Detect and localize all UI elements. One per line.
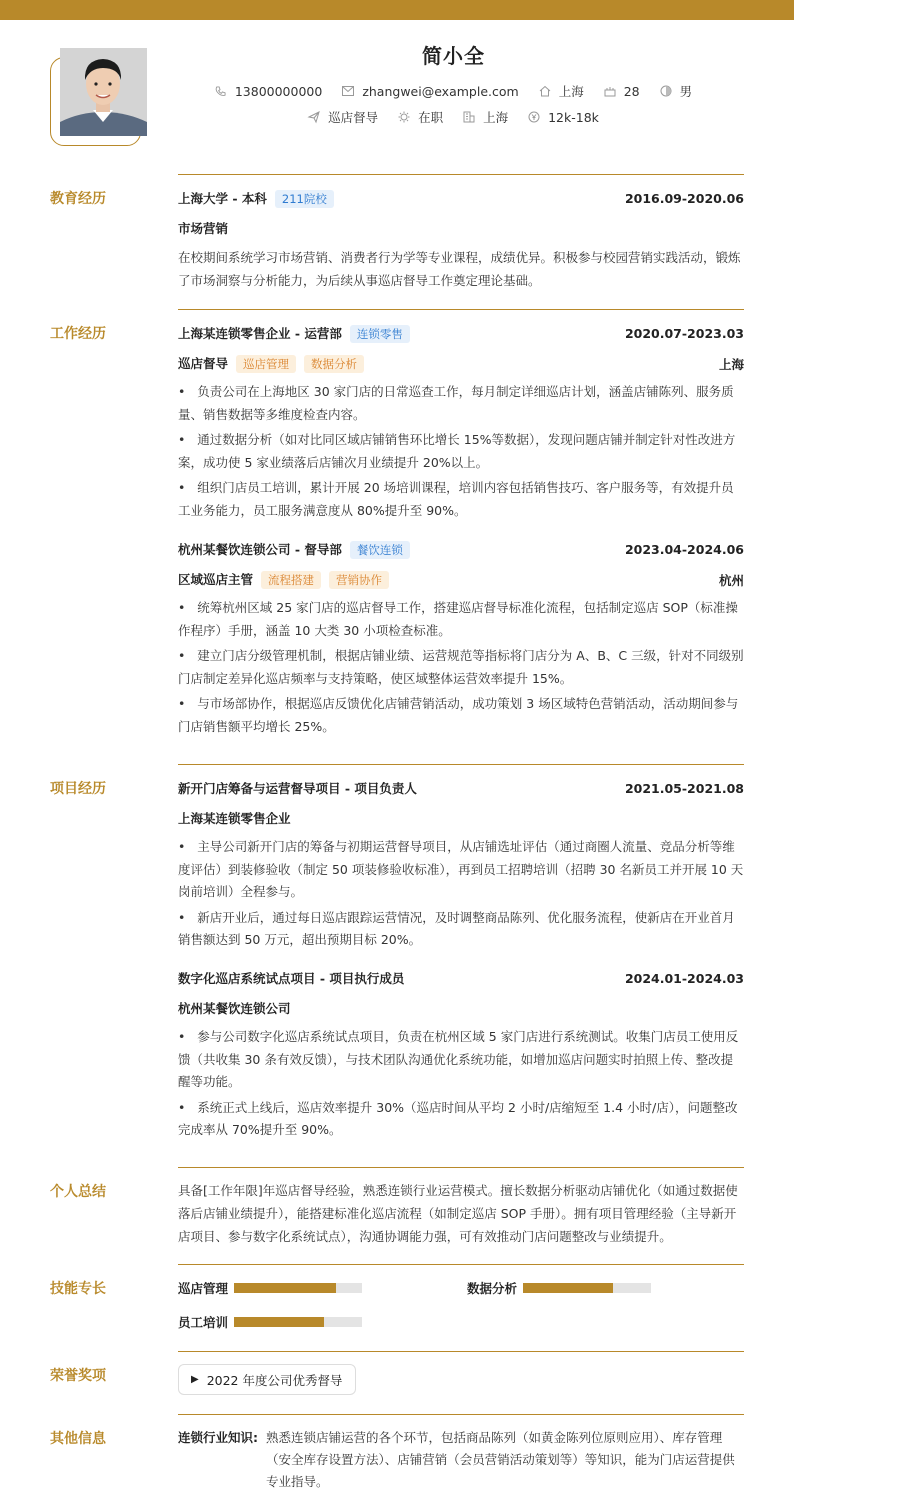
skill-bar-1	[234, 1283, 362, 1293]
list-item	[178, 907, 744, 952]
bullet-text: 通过数据分析（如对比同区域店铺销售环比增长 15%等数据），发现问题店铺并制定针对性改进方案，成功使 5 家业绩落后店铺次月业绩提升 20%以上。	[178, 432, 736, 470]
skill-bar-3	[234, 1317, 362, 1327]
caret-right-icon: ▶	[191, 1374, 199, 1385]
education-divider	[178, 174, 744, 175]
skill-name: 巡店管理	[178, 1281, 229, 1296]
award-item-toggle[interactable]	[178, 1364, 356, 1395]
skill-bar-fill	[523, 1283, 613, 1293]
email-value: zhangwei@example.com	[362, 83, 519, 99]
job-1-tag: 连锁零售	[350, 325, 410, 343]
job-2-city: 杭州	[718, 572, 744, 588]
gender-icon	[660, 85, 672, 97]
job-1-role-row	[178, 354, 744, 373]
bullet-text: 组织门店员工培训，累计开展 20 场培训课程，培训内容包括销售技巧、客户服务等，有效提升员工业务能力，员工服务满意度从 80%提升至 90%。	[178, 480, 734, 518]
job-1-role: 巡店督导	[178, 356, 229, 371]
job-2-skill-2: 营销协作	[329, 571, 389, 589]
skill-bar-fill	[234, 1317, 324, 1327]
project-2-name: 数字化巡店系统试点项目 - 项目执行成员	[178, 971, 405, 986]
job-2-bullets	[178, 597, 744, 741]
project-2-org-row	[178, 999, 744, 1017]
project-2-date: 2024.01-2024.03	[624, 970, 744, 986]
phone-item	[215, 84, 322, 99]
other-divider	[178, 1414, 744, 1415]
email-item	[342, 84, 518, 99]
major-row	[178, 219, 744, 237]
work-divider	[178, 309, 744, 310]
candidate-name: 简小全	[422, 44, 485, 68]
school-name: 上海大学 - 本科	[178, 191, 267, 206]
skills-section-title: 技能专长	[50, 1281, 106, 1297]
bullet-dot: •	[178, 600, 198, 615]
other-info-text: 熟悉连锁店铺运营的各个环节，包括商品陈列（如黄金陈列位原则应用）、库存管理（安全库存设置方法）、店铺营销（会员营销活动策划等）等知识，能为门店运营提供专业指导。	[266, 1430, 735, 1489]
location-value: 上海	[558, 84, 584, 99]
job-1-bullets	[178, 381, 744, 525]
bullet-text: 负责公司在上海地区 30 家门店的日常巡查工作，每月制定详细巡店计划，涵盖店铺陈列、服务质量、销售数据等多维度检查内容。	[178, 384, 734, 422]
age-icon	[604, 85, 616, 97]
job-intent-row	[0, 108, 907, 126]
job-2-tag: 餐饮连锁	[350, 541, 410, 559]
position-value: 巡店督导	[328, 110, 379, 125]
project-1-org-row	[178, 809, 744, 827]
projects-section-title: 项目经历	[50, 781, 106, 797]
bullet-text: 建立门店分级管理机制，根据店铺业绩、运营规范等指标将门店分为 A、B、C 三级，针对不同级别门店制定差异化巡店频率与支持策略，使区域整体运营效率提升 15%。	[178, 648, 744, 686]
bullet-dot: •	[178, 1029, 198, 1044]
bullet-dot: •	[178, 648, 198, 663]
awards-divider	[178, 1351, 744, 1352]
job-2-role: 区域巡店主管	[178, 572, 254, 587]
list-item	[178, 645, 744, 690]
award-item-label: 2022 年度公司优秀督导	[206, 1372, 343, 1388]
age-item	[604, 84, 640, 99]
location-item	[539, 82, 584, 100]
job-1-skill-1: 巡店管理	[236, 355, 296, 373]
list-item	[178, 381, 744, 426]
bullet-text: 参与公司数字化巡店系统试点项目，负责在杭州区域 5 家门店进行系统测试。收集门店员工使用反馈（共收集 30 条有效反馈），与技术团队沟通优化系统功能，如增加巡店问题实时拍照上传、整改提醒等功能。	[178, 1029, 739, 1089]
projects-divider	[178, 764, 744, 765]
school-tag: 211院校	[275, 190, 334, 208]
job-2-company: 杭州某餐饮连锁公司 - 督导部	[178, 542, 342, 557]
city-item	[463, 108, 508, 126]
bullet-text: 新店开业后，通过每日巡店跟踪运营情况，及时调整商品陈列、优化服务流程，使新店在开业首月销售额达到 50 万元，超出预期目标 20%。	[178, 909, 735, 947]
job-2-role-row	[178, 570, 744, 589]
gender-value: 男	[679, 84, 693, 99]
education-section-title: 教育经历	[50, 191, 106, 207]
project-1-name: 新开门店筹备与运营督导项目 - 项目负责人	[178, 781, 417, 796]
age-value: 28	[623, 83, 640, 99]
bullet-dot: •	[178, 1099, 198, 1115]
awards-section-title: 荣誉奖项	[50, 1368, 106, 1384]
bullet-text: 系统正式上线后，巡店效率提升 30%（巡店时间从平均 2 小时/店缩短至 1.4 小时/店），问题整改完成率从 70%提升至 90%。	[178, 1099, 738, 1137]
home-icon	[539, 85, 551, 97]
list-item	[178, 1026, 744, 1094]
status-item	[398, 108, 443, 126]
education-description: 在校期间系统学习市场营销、消费者行为学等专业课程，成绩优异。积极参与校园营销实践活动，锻炼了市场洞察与分析能力，为后续从事巡店督导工作奠定理论基础。	[178, 250, 741, 288]
gender-item	[660, 82, 693, 100]
mail-icon	[342, 85, 354, 97]
job-1-city: 上海	[718, 356, 744, 372]
list-item	[178, 477, 744, 522]
city-value: 上海	[483, 110, 509, 125]
salary-value: 12k-18k	[548, 109, 599, 125]
project-1-date: 2021.05-2021.08	[624, 780, 744, 796]
contact-row	[0, 82, 907, 100]
job-1-date: 2020.07-2023.03	[624, 326, 744, 341]
job-2-date: 2023.04-2024.06	[624, 542, 744, 557]
project-2-bullets	[178, 1026, 744, 1145]
top-accent-bar	[0, 0, 794, 20]
send-icon	[308, 111, 320, 123]
summary-section-title: 个人总结	[50, 1184, 106, 1200]
skill-name: 员工培训	[178, 1315, 229, 1330]
position-item	[308, 108, 378, 126]
salary-item	[528, 110, 599, 125]
bullet-text: 统筹杭州区域 25 家门店的巡店督导工作，搭建巡店督导标准化流程，包括制定巡店 SOP（标准操作程序）手册，涵盖 10 大类 30 小项检查标准。	[178, 600, 738, 638]
list-item	[178, 597, 744, 642]
summary-text: 具备[工作年限]年巡店督导经验，熟悉连锁行业运营模式。擅长数据分析驱动店铺优化（如通过数据使落后店铺业绩提升），能搭建标准化巡店流程（如制定巡店 SOP 手册）。拥有项目管理经验（主导新开店项目、参与数字化系统试点），沟通协调能力强，可有效推动门店问题整改与业绩提升。	[178, 1183, 738, 1244]
project-2-header	[178, 969, 744, 987]
bullet-dot: •	[178, 696, 198, 711]
bullet-dot: •	[178, 432, 198, 447]
job-2-header	[178, 540, 744, 559]
education-date: 2016.09-2020.06	[624, 191, 744, 206]
job-1-header	[178, 324, 744, 343]
work-section-title: 工作经历	[50, 326, 106, 342]
list-item	[178, 836, 744, 904]
job-2-skill-1: 流程搭建	[261, 571, 321, 589]
job-1-company: 上海某连锁零售企业 - 运营部	[178, 326, 342, 341]
project-1-org: 上海某连锁零售企业	[178, 811, 291, 826]
status-icon	[398, 111, 410, 123]
other-info-row	[178, 1427, 744, 1493]
education-header	[178, 189, 744, 208]
project-1-header	[178, 779, 744, 797]
skill-bar-2	[523, 1283, 651, 1293]
skill-name: 数据分析	[467, 1281, 518, 1296]
list-item	[178, 1097, 744, 1142]
job-1-skill-2: 数据分析	[304, 355, 364, 373]
phone-icon	[215, 85, 227, 97]
summary-divider	[178, 1167, 744, 1168]
project-1-bullets	[178, 836, 744, 955]
other-info-label: 连锁行业知识:	[178, 1430, 258, 1445]
bullet-text: 与市场部协作，根据巡店反馈优化店铺营销活动，成功策划 3 场区域特色营销活动，活动期间参与门店销售额平均增长 25%。	[178, 696, 739, 734]
skill-bar-fill	[234, 1283, 336, 1293]
bullet-dot: •	[178, 384, 198, 399]
list-item	[178, 693, 744, 738]
skills-divider	[178, 1264, 744, 1265]
list-item	[178, 429, 744, 474]
status-value: 在职	[418, 110, 444, 125]
bullet-dot: •	[178, 909, 198, 925]
money-icon	[528, 111, 540, 123]
project-2-org: 杭州某餐饮连锁公司	[178, 1001, 291, 1016]
phone-value: 13800000000	[234, 83, 323, 99]
bullet-text: 主导公司新开门店的筹备与初期运营督导项目，从店铺选址评估（通过商圈人流量、竞品分析等维度评估）到装修验收（制定 50 项装修验收标准），再到员工招聘培训（招聘 30 名新员工并开展 10 天岗前培训）全程参与。	[178, 839, 744, 899]
building-icon	[463, 111, 475, 123]
other-section-title: 其他信息	[50, 1431, 106, 1447]
major: 市场营销	[178, 221, 229, 236]
bullet-dot: •	[178, 839, 198, 854]
bullet-dot: •	[178, 480, 198, 495]
